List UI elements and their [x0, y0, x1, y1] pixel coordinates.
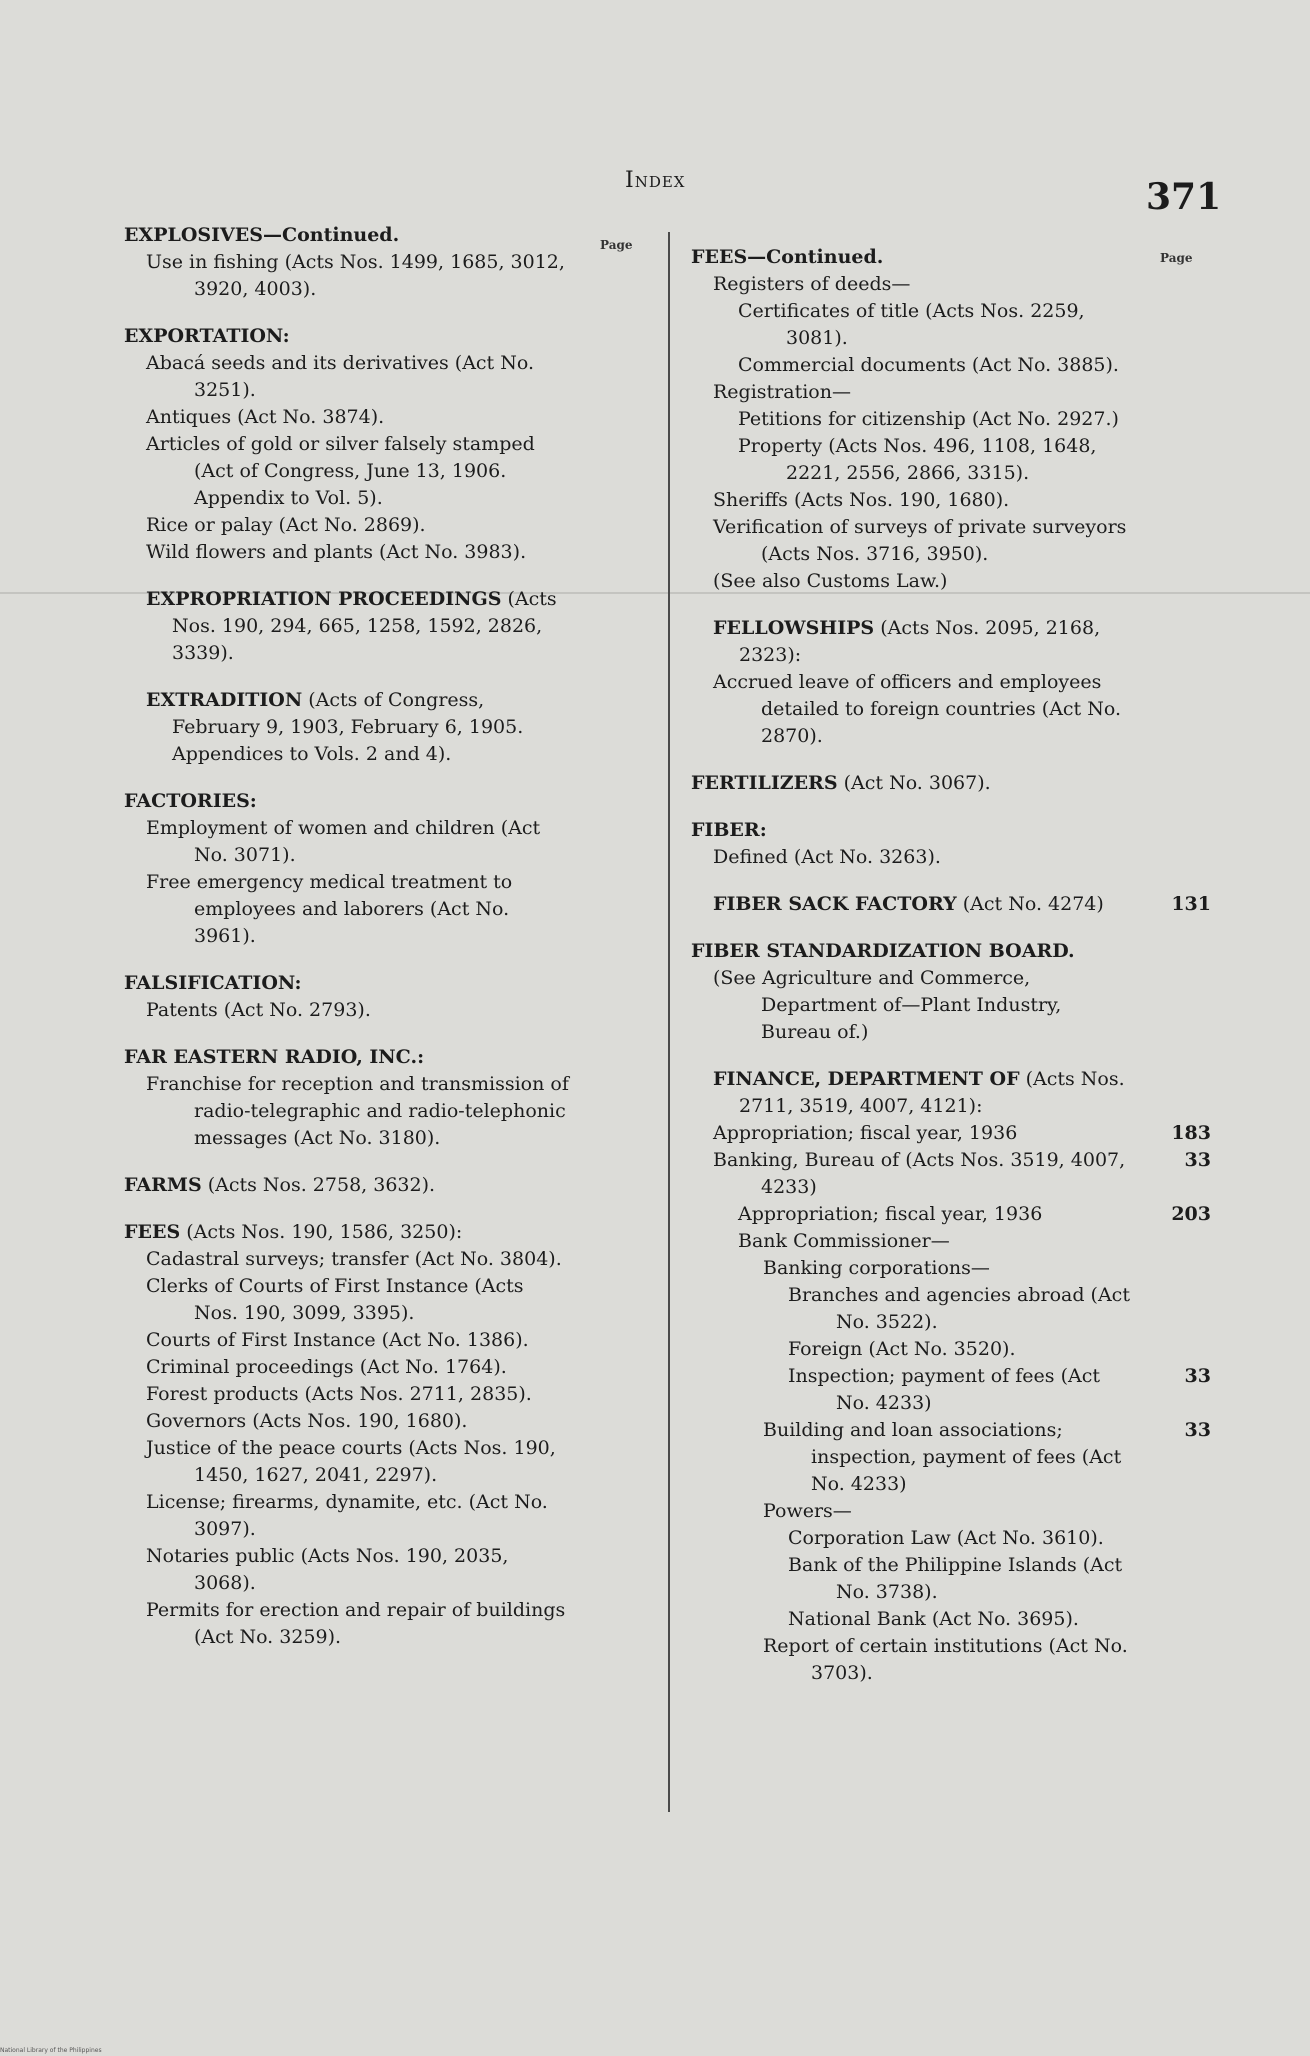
index-subentry: Petitions for citizenship (Act No. 2927.) — [738, 408, 1119, 430]
index-subentry: Wild flowers and plants (Act No. 3983). — [146, 541, 527, 563]
index-subentry: Patents (Act No. 2793). — [146, 999, 371, 1021]
index-heading: EXPLOSIVES—Continued. — [124, 224, 400, 246]
page-reference: 33 — [1184, 1149, 1211, 1171]
entry-spacer — [691, 797, 1131, 817]
index-subentry: Report of certain institutions (Act No. 3703). — [763, 1635, 1128, 1684]
index-subentry: Articles of gold or silver falsely stamped (Act of Congress, June 13, 1906. Appendix to Vol. 5). — [146, 433, 535, 509]
index-heading: FAR EASTERN RADIO, INC.: — [124, 1046, 425, 1068]
entry-spacer — [124, 667, 572, 687]
entry-spacer — [124, 950, 572, 970]
index-subentry: Rice or palay (Act No. 2869). — [146, 514, 426, 536]
page-column-label-left: Page — [600, 238, 633, 252]
index-subentry: Corporation Law (Act No. 3610). — [788, 1527, 1104, 1549]
index-heading: FEES—Continued. — [691, 246, 884, 268]
index-subentry: Cadastral surveys; transfer (Act No. 3804). — [146, 1248, 562, 1270]
entry-spacer — [691, 595, 1131, 615]
index-subentry: National Bank (Act No. 3695). — [788, 1608, 1079, 1630]
entry-spacer — [691, 871, 1131, 891]
entry-spacer — [691, 750, 1131, 770]
entry-spacer — [691, 918, 1131, 938]
page-number: 371 — [1146, 176, 1222, 218]
index-subentry: Banking, Bureau of (Acts Nos. 3519, 4007, 4233) 33 — [713, 1149, 1211, 1198]
index-heading: FIBER STANDARDIZATION BOARD. — [691, 940, 1075, 962]
index-heading: FERTILIZERS (Act No. 3067). — [691, 772, 991, 794]
page-reference: 33 — [1184, 1419, 1211, 1441]
index-subentry: License; firearms, dynamite, etc. (Act No. 3097). — [146, 1491, 548, 1540]
index-subentry: Foreign (Act No. 3520). — [788, 1338, 1016, 1360]
page-reference: 183 — [1171, 1122, 1211, 1144]
index-subentry: Accrued leave of officers and employees detailed to foreign countries (Act No. 2870). — [713, 671, 1121, 747]
index-subentry: Bank Commissioner— — [738, 1230, 950, 1252]
index-subentry: Criminal proceedings (Act No. 1764). — [146, 1356, 507, 1378]
index-subentry: Bank of the Philippine Islands (Act No. 3738). — [788, 1554, 1123, 1603]
entry-spacer — [691, 1046, 1131, 1066]
page-reference: 203 — [1171, 1203, 1211, 1225]
index-heading: FEES (Acts Nos. 190, 1586, 3250): — [124, 1221, 463, 1243]
index-heading: EXPORTATION: — [124, 325, 290, 347]
index-subentry: Notaries public (Acts Nos. 190, 2035, 3068). — [146, 1545, 509, 1594]
index-heading: FALSIFICATION: — [124, 972, 302, 994]
index-heading: FIBER SACK FACTORY (Act No. 4274) 131 — [691, 891, 1131, 918]
index-column-left — [124, 222, 572, 1651]
index-subentry: Property (Acts Nos. 496, 1108, 1648, 2221, 2556, 2866, 3315). — [738, 435, 1097, 484]
index-subentry: Clerks of Courts of First Instance (Acts Nos. 190, 3099, 3395). — [146, 1275, 524, 1324]
index-subentry: Appropriation; fiscal year, 1936 183 — [691, 1120, 1131, 1147]
index-heading: FARMS (Acts Nos. 2758, 3632). — [124, 1174, 436, 1196]
index-subentry: Sheriffs (Acts Nos. 190, 1680). — [713, 489, 1010, 511]
entry-spacer — [124, 768, 572, 788]
page-reference: 33 — [1184, 1365, 1211, 1387]
entry-spacer — [124, 566, 572, 586]
running-header: Index — [625, 168, 686, 193]
index-subentry: Antiques (Act No. 3874). — [146, 406, 385, 428]
index-heading: FINANCE, DEPARTMENT OF (Acts Nos. 2711, 3519, 4007, 4121): — [713, 1068, 1125, 1117]
footer-credit: National Library of the Philippines — [0, 2047, 102, 2054]
index-subentry: Justice of the peace courts (Acts Nos. 190, 1450, 1627, 2041, 2297). — [146, 1437, 556, 1486]
index-subentry: Building and loan associations; inspection, payment of fees (Act No. 4233) 33 — [763, 1419, 1211, 1495]
index-subentry: Use in fishing (Acts Nos. 1499, 1685, 3012, 3920, 4003). — [146, 251, 565, 300]
index-subentry: Registration— — [713, 381, 851, 403]
index-subentry: Registers of deeds— — [713, 273, 911, 295]
page-column-label-right: Page — [1160, 251, 1193, 265]
index-subentry: Commercial documents (Act No. 3885). — [738, 354, 1119, 376]
index-heading: FELLOWSHIPS (Acts Nos. 2095, 2168, 2323): — [713, 617, 1101, 666]
index-subentry: Certificates of title (Acts Nos. 2259, 3081). — [738, 300, 1085, 349]
page-reference: 131 — [1171, 893, 1211, 915]
entry-spacer — [124, 1152, 572, 1172]
index-subentry: Forest products (Acts Nos. 2711, 2835). — [146, 1383, 532, 1405]
index-subentry: Appropriation; fiscal year, 1936 203 — [691, 1201, 1131, 1228]
entry-spacer — [124, 303, 572, 323]
index-subentry: Free emergency medical treatment to employees and laborers (Act No. 3961). — [146, 871, 513, 947]
index-subentry: (See also Customs Law.) — [713, 570, 948, 592]
index-heading: EXPROPRIATION PROCEEDINGS (Acts Nos. 190, 294, 665, 1258, 1592, 2826, 3339). — [146, 588, 557, 664]
index-subentry: Banking corporations— — [763, 1257, 990, 1279]
index-subentry: Powers— — [763, 1500, 852, 1522]
index-heading: FIBER: — [691, 819, 767, 841]
index-heading: EXTRADITION (Acts of Congress, February 9, 1903, February 6, 1905. Appendices to Vols. 2 and 4). — [146, 689, 524, 765]
index-subentry: Defined (Act No. 3263). — [713, 846, 941, 868]
index-subentry: Governors (Acts Nos. 190, 1680). — [146, 1410, 468, 1432]
entry-spacer — [124, 1024, 572, 1044]
index-subentry: Permits for erection and repair of buildings (Act No. 3259). — [146, 1599, 566, 1648]
index-subentry: Inspection; payment of fees (Act No. 4233) 33 — [788, 1365, 1211, 1414]
index-subentry: (See Agriculture and Commerce, Department of—Plant Industry, Bureau of.) — [713, 967, 1062, 1043]
index-subentry: Verification of surveys of private surveyors (Acts Nos. 3716, 3950). — [713, 516, 1127, 565]
index-heading: FACTORIES: — [124, 790, 257, 812]
index-subentry: Employment of women and children (Act No. 3071). — [146, 817, 541, 866]
index-subentry: Franchise for reception and transmission of radio-telegraphic and radio-telephonic messages (Act No. 3180). — [146, 1073, 569, 1149]
index-subentry: Courts of First Instance (Act No. 1386). — [146, 1329, 529, 1351]
entry-spacer — [124, 1199, 572, 1219]
index-subentry: Branches and agencies abroad (Act No. 3522). — [788, 1284, 1130, 1333]
index-subentry: Abacá seeds and its derivatives (Act No. 3251). — [146, 352, 535, 401]
column-divider — [668, 232, 670, 1812]
